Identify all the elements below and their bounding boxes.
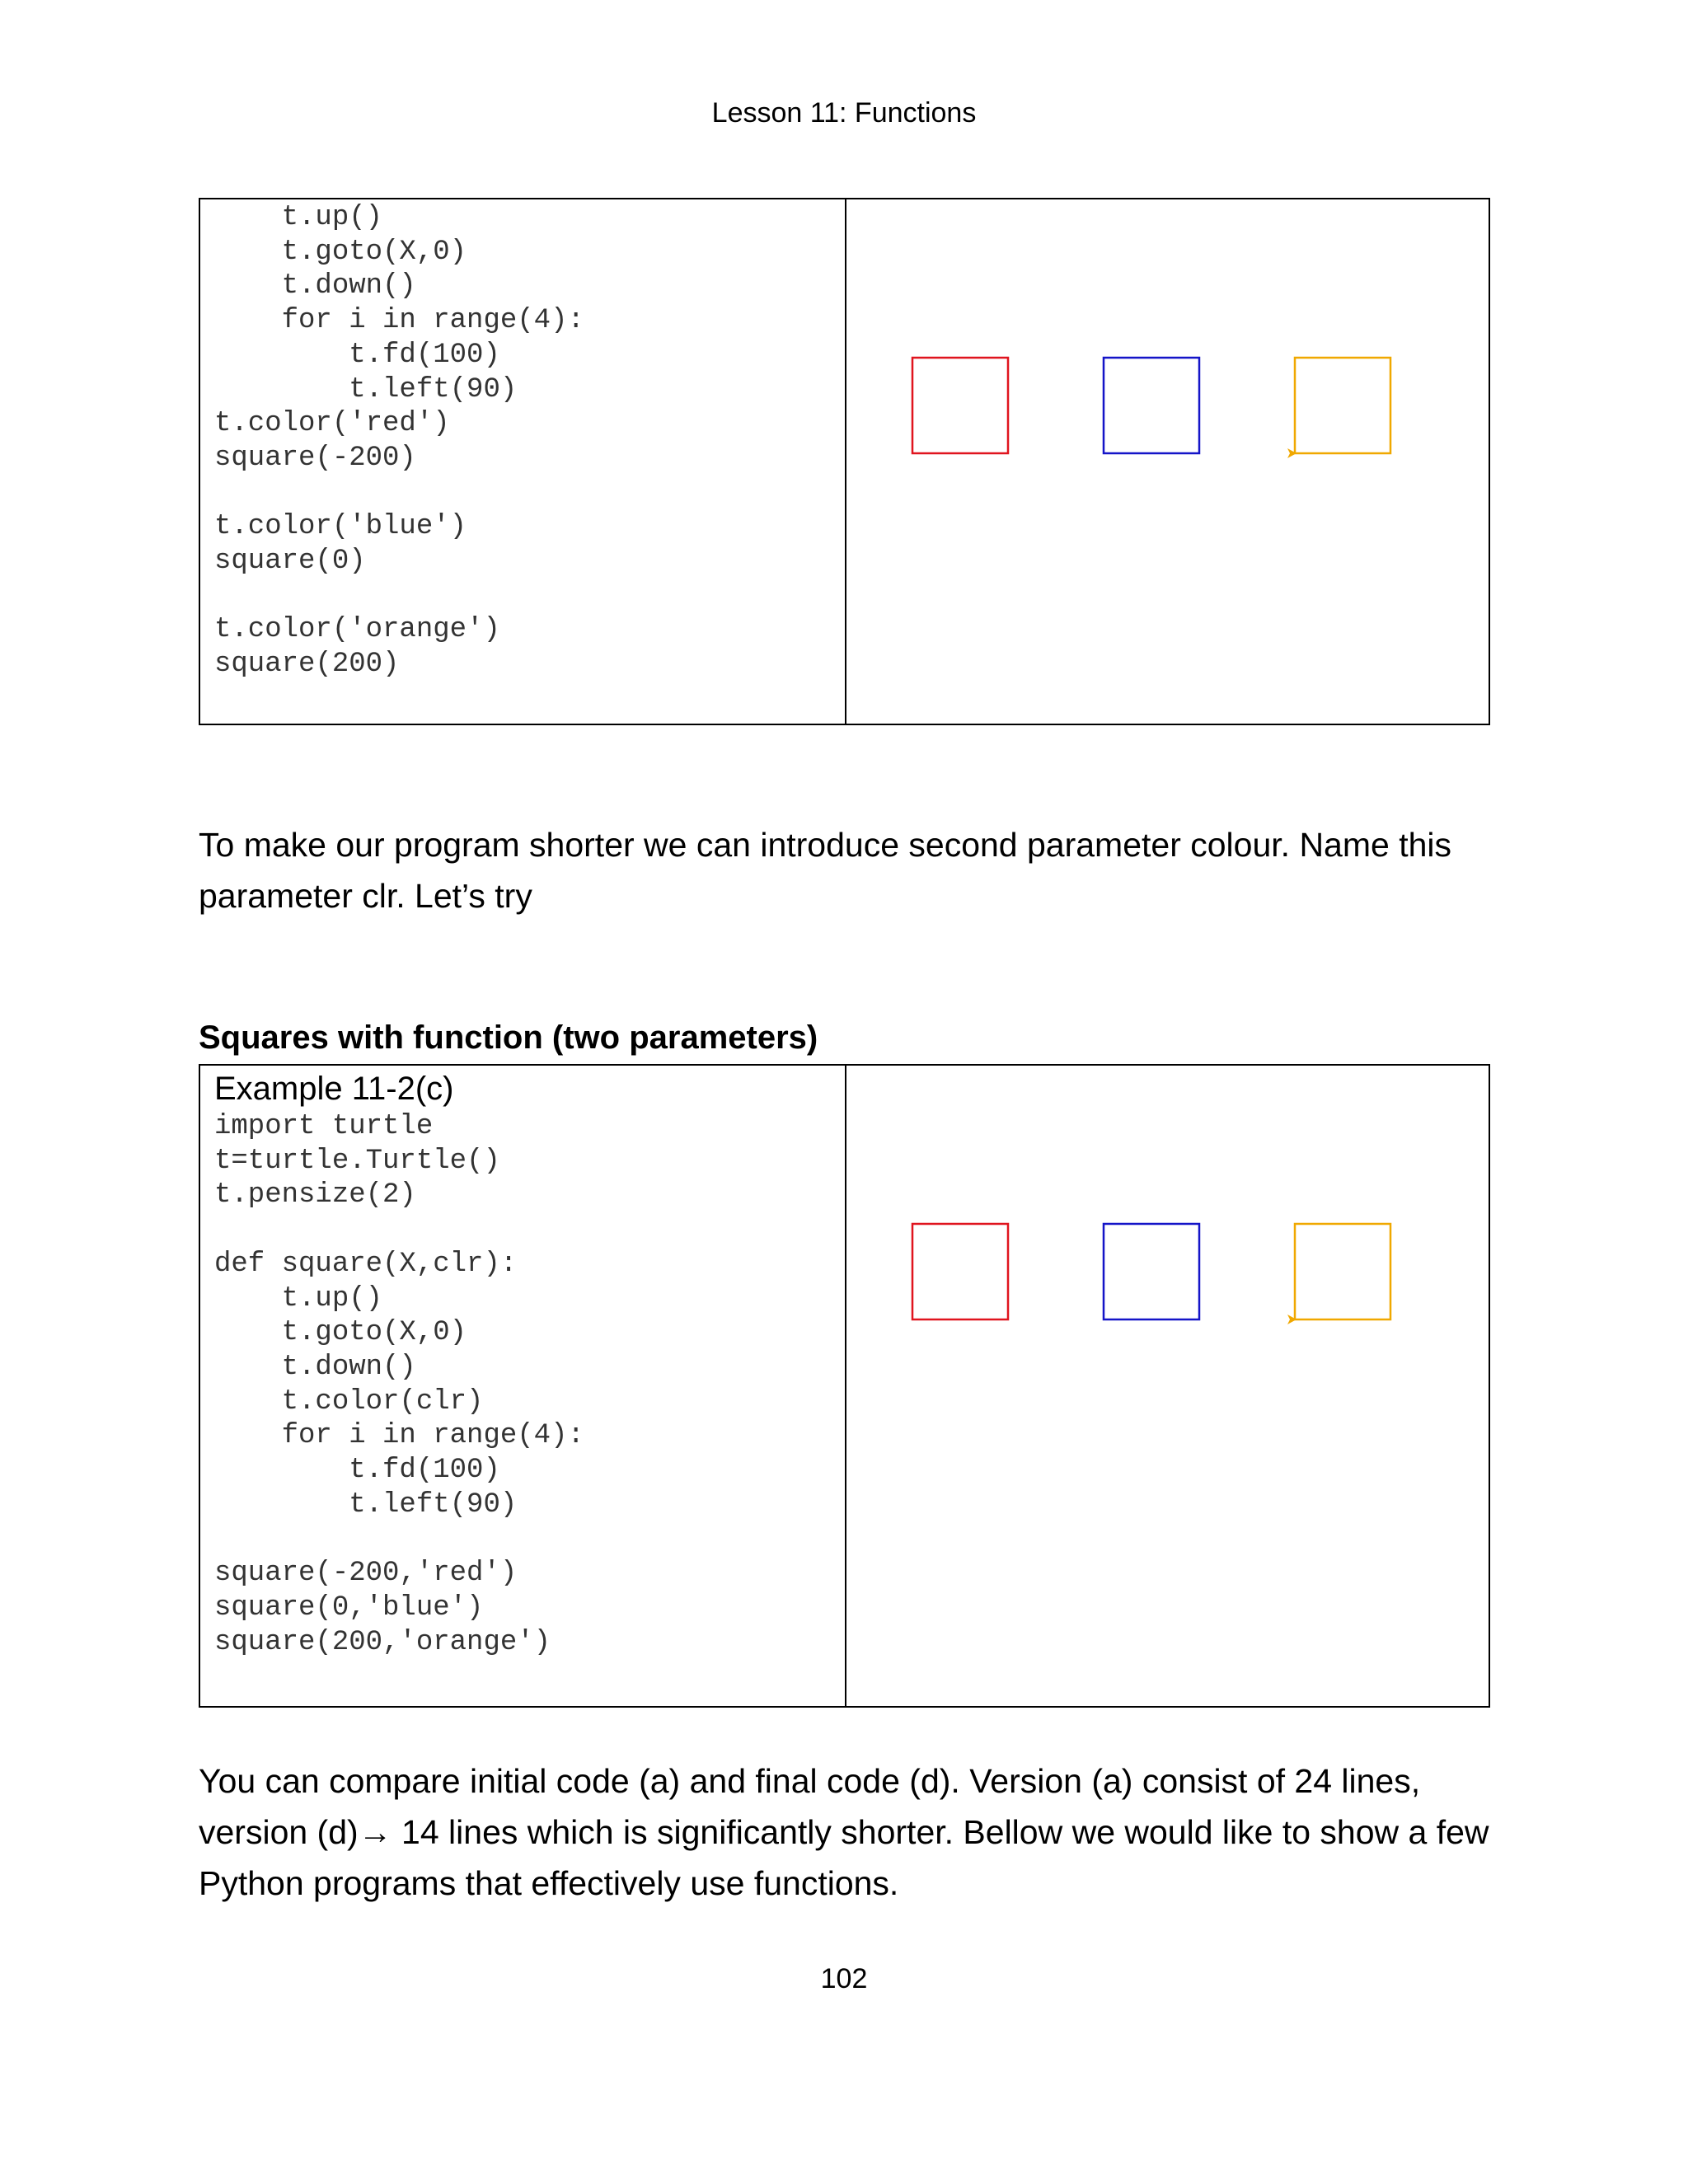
turtle-output-2 <box>846 1066 1490 1706</box>
turtle-square <box>1295 358 1390 453</box>
turtle-square <box>912 1224 1008 1319</box>
paragraph-intro-colour-parameter: To make our program shorter we can introduce second parameter colour. Name this parameter clr. Let’s try <box>199 826 1452 915</box>
code-listing-2: import turtle t=turtle.Turtle() t.pensize(2) def square(X,clr): t.up() t.goto(X,0) t.down() t.color(clr) for i in range(4): t.fd(100) t.left(90) square(-200,'red') square(0,'blue') square(200,'orange') <box>214 1111 584 1658</box>
page-header: Lesson 11: Functions <box>711 97 977 129</box>
turtle-square <box>1295 1224 1390 1319</box>
example-box-2 <box>199 1064 1490 1708</box>
code-listing-1: t.up() t.goto(X,0) t.down() for i in range(4): t.fd(100) t.left(90) t.color('red') square(-200) t.color('blue') square(0) t.color('orange') square(200) <box>214 202 584 681</box>
paragraph-comparison: You can compare initial code (a) and final code (d). Version (a) consist of 24 lines, version (d)→ 14 lines which is significantly shorter. Bellow we would like to show a few Python programs that effectively use functions. <box>199 1762 1489 1902</box>
turtle-square <box>912 358 1008 453</box>
example-label: Example 11-2(c) <box>214 1071 454 1107</box>
section-heading: Squares with function (two parameters) <box>199 1019 818 1056</box>
turtle-square <box>1104 1224 1199 1319</box>
turtle-output-1 <box>846 199 1490 724</box>
page-number: 102 <box>820 1963 868 1994</box>
example-box-1 <box>199 198 1490 725</box>
turtle-square <box>1104 358 1199 453</box>
